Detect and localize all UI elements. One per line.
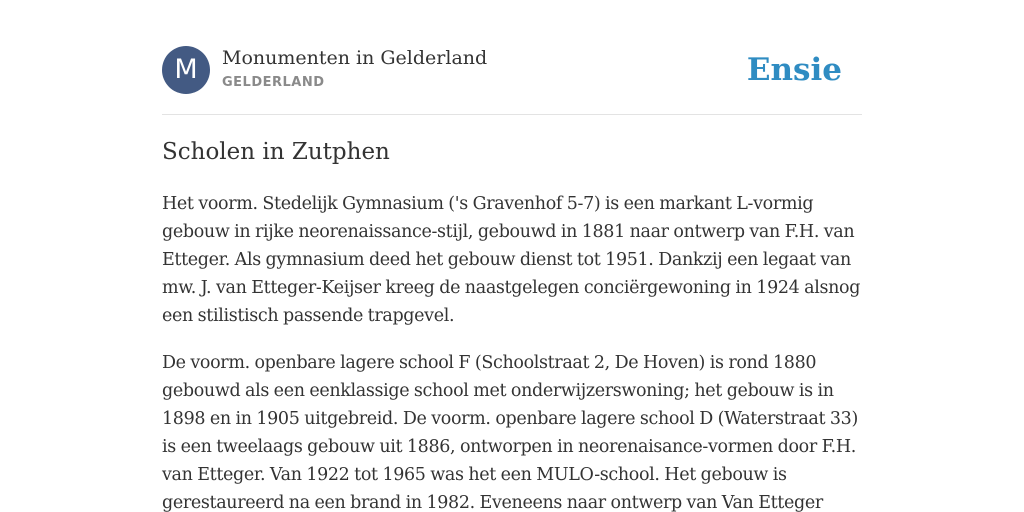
brand-logo[interactable]: Ensie [746, 52, 842, 88]
collection-title[interactable]: Monumenten in Gelderland [222, 47, 488, 69]
collection-subtitle[interactable]: GELDERLAND [222, 75, 325, 90]
article-title: Scholen in Zutphen [162, 139, 390, 165]
avatar[interactable]: M [162, 46, 210, 94]
collection-header [162, 46, 862, 115]
article-paragraph: Het voorm. Stedelijk Gymnasium ('s Gravenhof 5-7) is een markant L-vormig gebouw in rijke neorenaissance-stijl, gebouwd in 1881 naar ontwerp van F.H. van Etteger. Als gymnasium deed het gebouw dienst tot 1951. Dankzij een legaat van mw. J. van Etteger-Keijser kreeg de naastgelegen conciërgewoning in 1924 alsnog een stilistisch passende trapgevel. [162, 194, 861, 326]
article-paragraph: De voorm. openbare lagere school F (Schoolstraat 2, De Hoven) is rond 1880 gebouwd als een eenklassige school met onderwijzerswoning; het gebouw is in 1898 en in 1905 uitgebreid. De voorm. openbare lagere school D (Waterstraat 33) is een tweelaags gebouw uit 1886, ontworpen in neorenaisance-vormen door F.H. van Etteger. Van 1922 tot 1965 was het een MULO-school. Het gebouw is gerestaureerd na een brand in 1982. Eveneens naar ontwerp van Van Etteger [162, 353, 858, 512]
article-body [162, 190, 862, 512]
